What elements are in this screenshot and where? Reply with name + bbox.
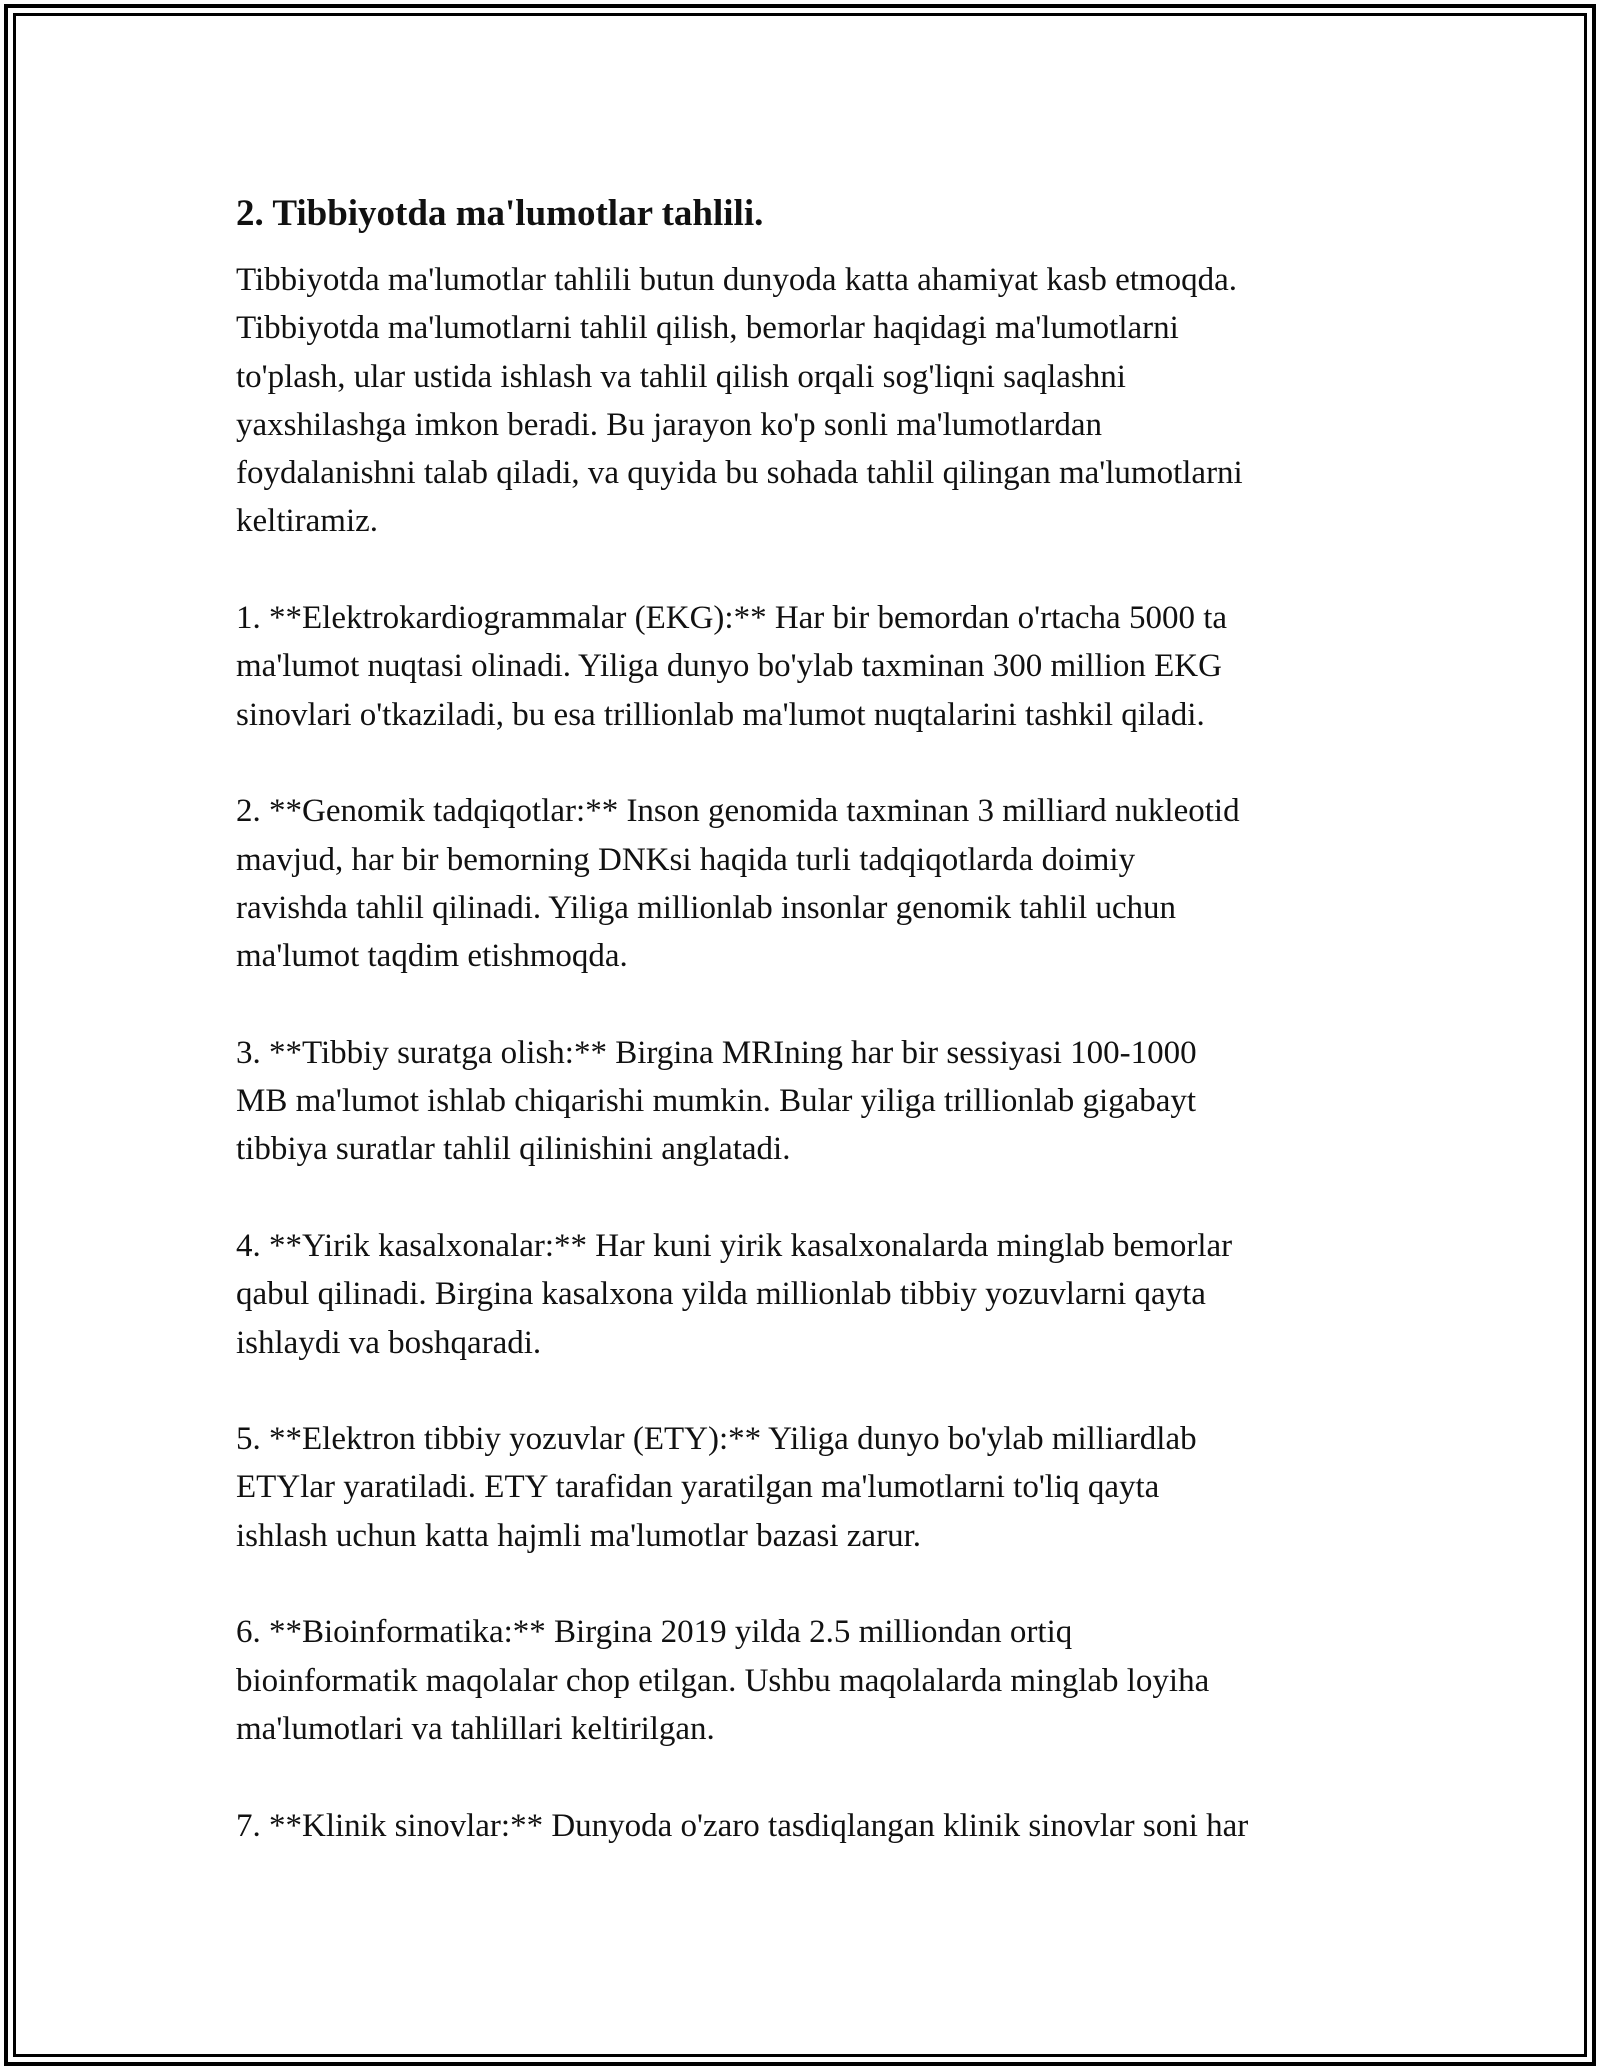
text-line: ishlash uchun katta hajmli ma'lumotlar bazasi zarur. xyxy=(236,1517,921,1554)
section-heading: 2. Tibbiyotda ma'lumotlar tahlili. xyxy=(236,193,764,234)
text-line: 7. **Klinik sinovlar:** Dunyoda o'zaro tasdiqlangan klinik sinovlar soni har xyxy=(236,1807,1249,1844)
list-item-clinical-trials xyxy=(236,1802,1406,1850)
text-line: 2. **Genomik tadqiqotlar:** Inson genomida taxminan 3 milliard nukleotid xyxy=(236,793,1240,830)
text-line: tibbiya suratlar tahlil qilinishini anglatadi. xyxy=(236,1131,791,1168)
list-item-ehr xyxy=(236,1415,1406,1560)
list-item-imaging xyxy=(236,1029,1406,1174)
text-line: Tibbiyotda ma'lumotlarni tahlil qilish, bemorlar haqidagi ma'lumotlarni xyxy=(236,310,1179,347)
text-line: ma'lumot nuqtasi olinadi. Yiliga dunyo bo'ylab taxminan 300 million EKG xyxy=(236,648,1222,685)
list-item-bioinformatics xyxy=(236,1608,1406,1753)
text-line: 6. **Bioinformatika:** Birgina 2019 yilda 2.5 milliondan ortiq xyxy=(236,1614,1073,1651)
text-line: ma'lumot taqdim etishmoqda. xyxy=(236,938,628,975)
text-line: foydalanishni talab qiladi, va quyida bu sohada tahlil qilingan ma'lumotlarni xyxy=(236,455,1243,492)
text-line: 3. **Tibbiy suratga olish:** Birgina MRIning har bir sessiyasi 100-1000 xyxy=(236,1034,1197,1071)
text-line: to'plash, ular ustida ishlash va tahlil qilish orqali sog'liqni saqlashni xyxy=(236,358,1126,395)
text-line: 1. **Elektrokardiogrammalar (EKG):** Har bir bemordan o'rtacha 5000 ta xyxy=(236,600,1228,637)
text-line: mavjud, har bir bemorning DNKsi haqida turli tadqiqotlarda doimiy xyxy=(236,841,1136,878)
text-line: sinovlari o'tkaziladi, bu esa trillionlab ma'lumot nuqtalarini tashkil qiladi. xyxy=(236,696,1205,733)
list-item-genomics xyxy=(236,787,1406,980)
text-line: ishlaydi va boshqaradi. xyxy=(236,1324,542,1361)
text-line: keltiramiz. xyxy=(236,503,379,540)
text-line: ravishda tahlil qilinadi. Yiliga millionlab insonlar genomik tahlil uchun xyxy=(236,889,1177,926)
text-line: bioinformatik maqolalar chop etilgan. Ushbu maqolalarda minglab loyiha xyxy=(236,1662,1210,1699)
text-line: ma'lumotlari va tahlillari keltirilgan. xyxy=(236,1710,715,1747)
text-line: qabul qilinadi. Birgina kasalxona yilda millionlab tibbiy yozuvlarni qayta xyxy=(236,1276,1206,1313)
list-item-hospitals xyxy=(236,1222,1406,1367)
list-item-ekg xyxy=(236,594,1406,739)
intro-paragraph xyxy=(236,256,1406,546)
text-line: 4. **Yirik kasalxonalar:** Har kuni yirik kasalxonalarda minglab bemorlar xyxy=(236,1227,1233,1264)
text-line: 5. **Elektron tibbiy yozuvlar (ETY):** Yiliga dunyo bo'ylab milliardlab xyxy=(236,1421,1197,1458)
text-line: Tibbiyotda ma'lumotlar tahlili butun dunyoda katta ahamiyat kasb etmoqda. xyxy=(236,262,1237,298)
text-line: yaxshilashga imkon beradi. Bu jarayon ko'p sonli ma'lumotlardan xyxy=(236,406,1103,443)
text-line: ETYlar yaratiladi. ETY tarafidan yaratilgan ma'lumotlarni to'liq qayta xyxy=(236,1469,1160,1506)
document-body xyxy=(236,186,1406,1898)
text-line: MB ma'lumot ishlab chiqarishi mumkin. Bular yiliga trillionlab gigabayt xyxy=(236,1083,1197,1120)
